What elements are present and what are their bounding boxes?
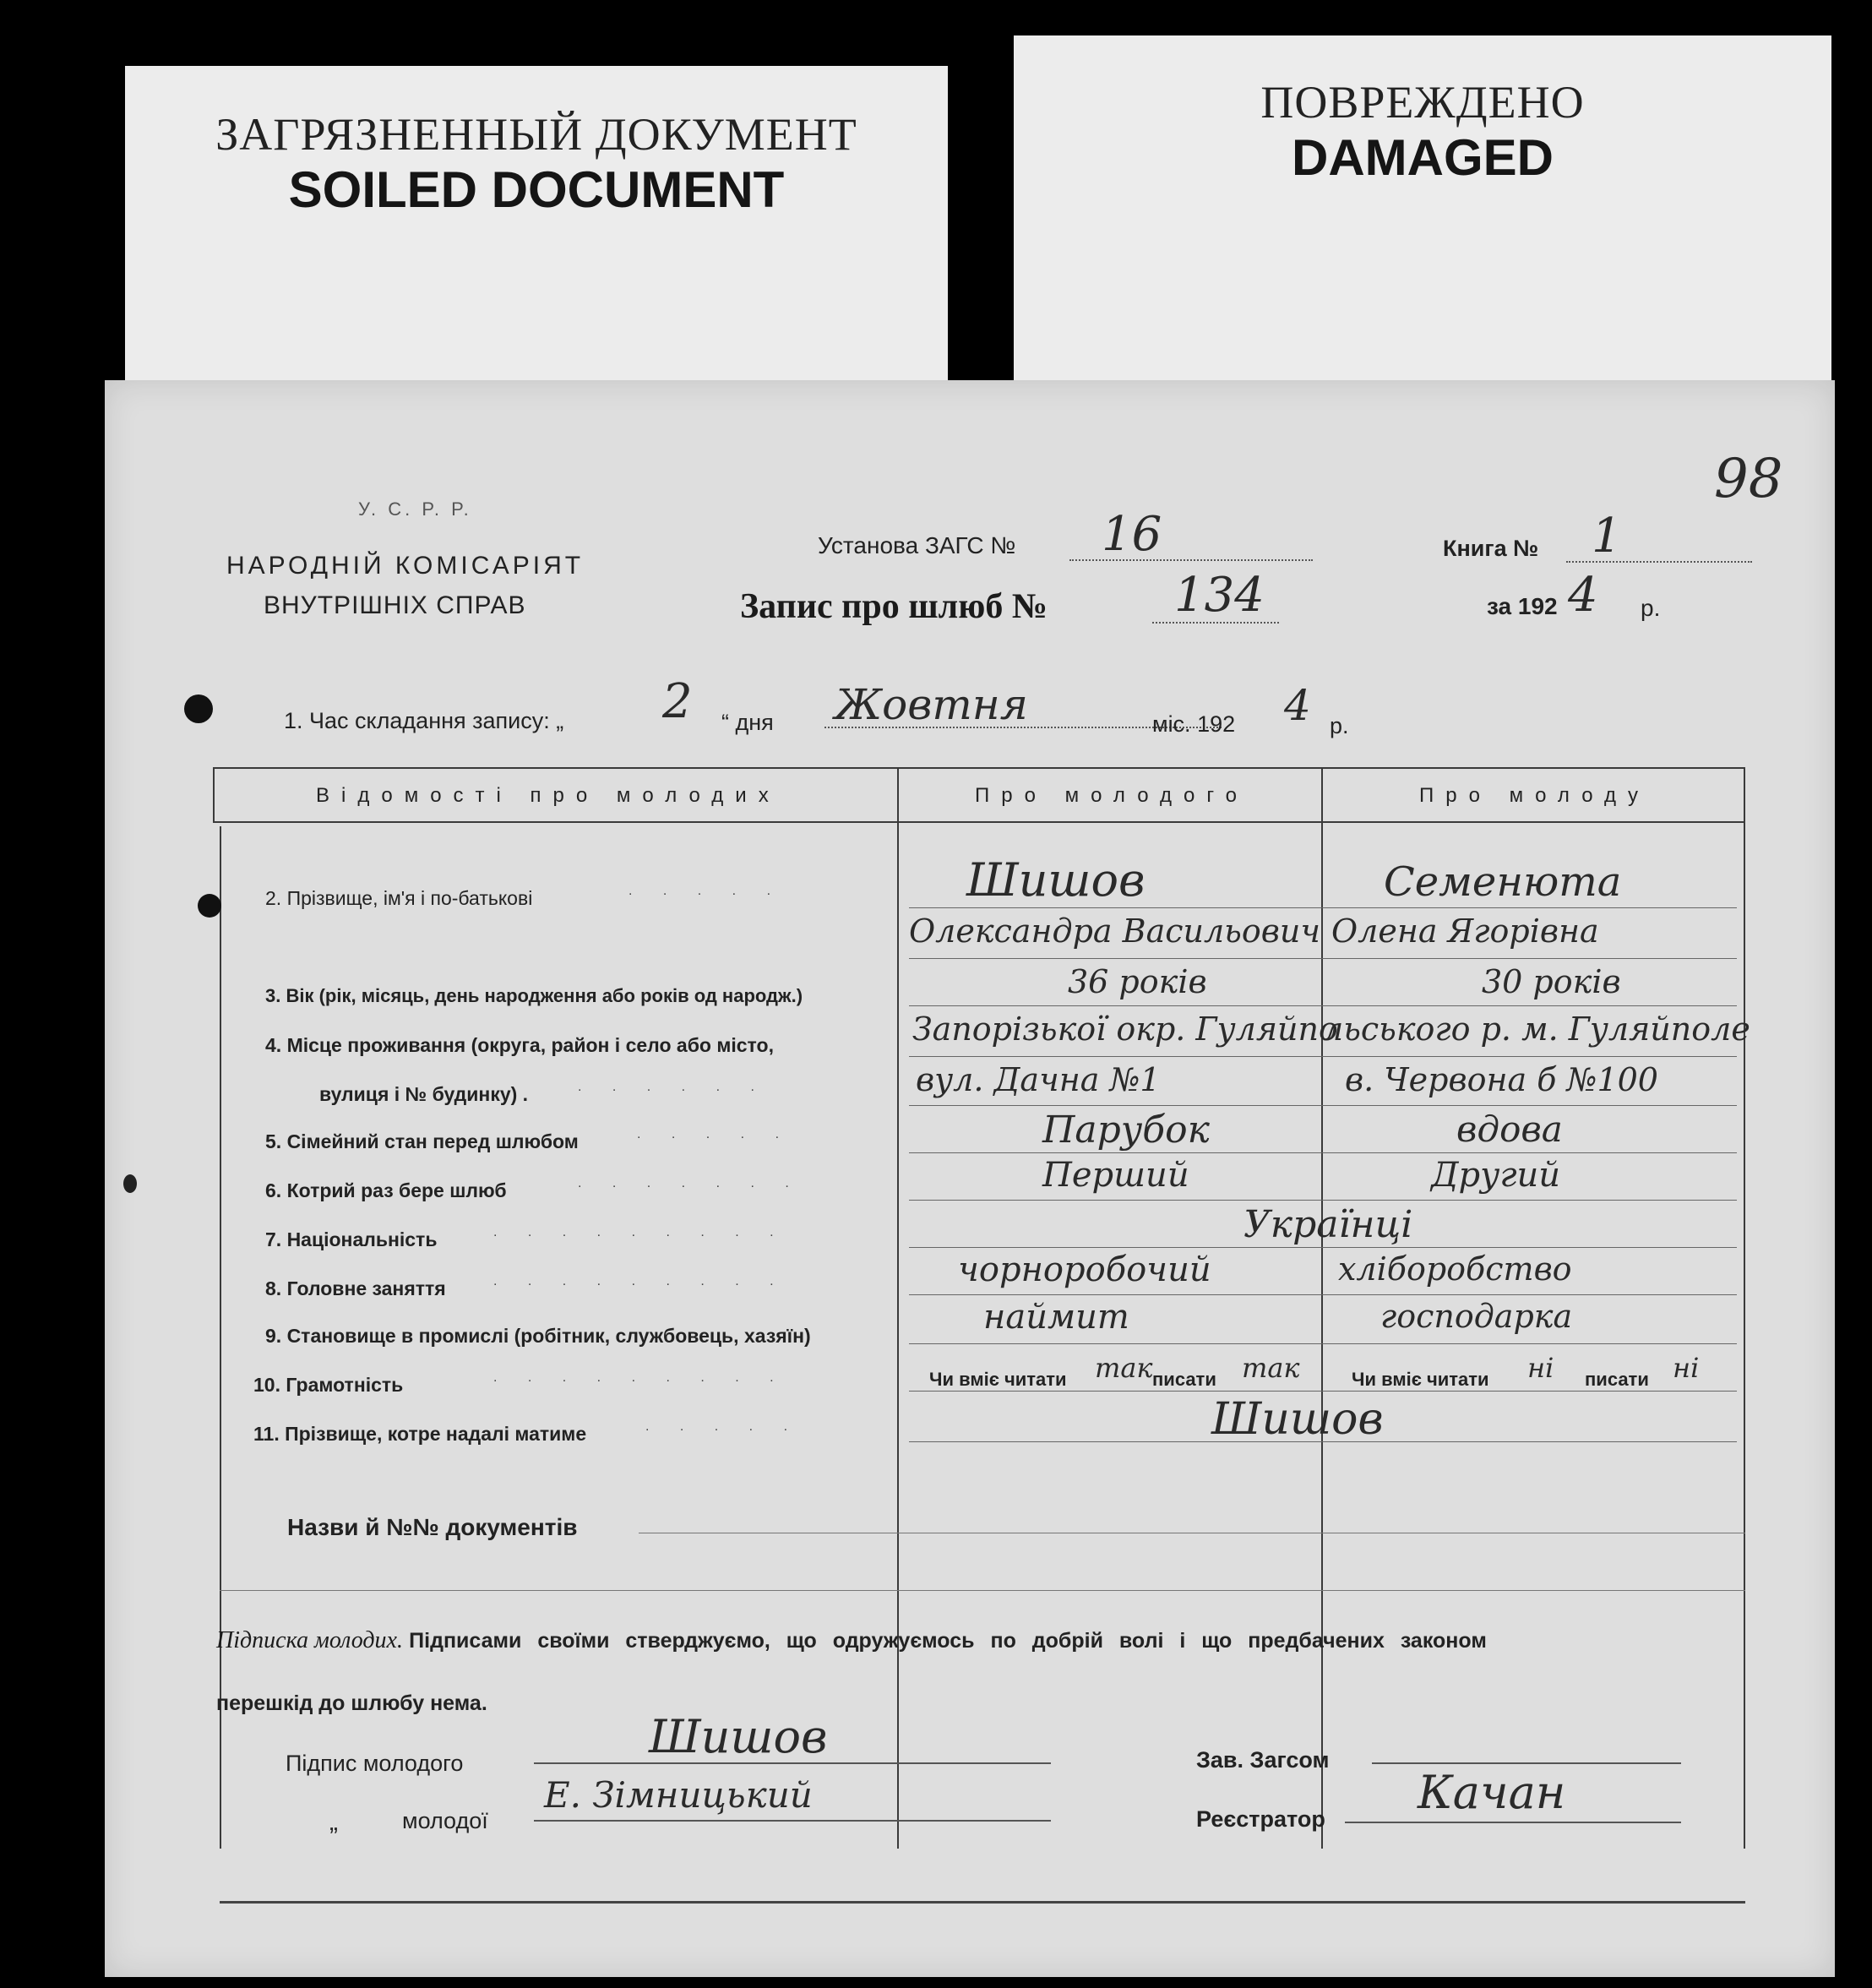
book-number: 1	[1592, 509, 1622, 564]
row-label-name: 2. Прізвище, ім'я і по-батькові	[265, 887, 533, 909]
groom-marital-status: Парубок	[1042, 1108, 1210, 1152]
head-zags-label: Зав. Загсом	[1196, 1747, 1330, 1773]
groom-marriage-count: Перший	[1042, 1156, 1189, 1195]
bride-age: 30 років	[1482, 963, 1621, 1000]
bride-given-names: Олена Ягорівна	[1331, 912, 1599, 950]
year-label: за 192	[1487, 593, 1558, 619]
declaration-italic: Підписка молодих.	[216, 1627, 403, 1653]
book-label: Книга №	[1443, 536, 1539, 561]
bride-signature-prefix: „	[329, 1808, 338, 1836]
row-label-future-surname: 11. Прізвище, котре надалі матиме	[253, 1423, 587, 1445]
zags-label: Установа ЗАГС №	[818, 532, 1016, 558]
soiled-label-ru: ЗАГРЯЗНЕННЫЙ ДОКУМЕНТ	[215, 109, 857, 160]
groom-surname: Шишов	[966, 853, 1146, 907]
zags-number: 16	[1102, 507, 1162, 562]
year-digit: 4	[1568, 568, 1598, 623]
binding-hole	[184, 694, 213, 723]
row-label-literacy: 10. Грамотність	[253, 1374, 404, 1396]
year-suffix: р.	[1641, 595, 1661, 621]
row-label-marital: 5. Сімейний стан перед шлюбом	[265, 1130, 579, 1152]
col-header-groom: Про молодого	[975, 784, 1249, 807]
ussr-label: У. С. Р. Р.	[358, 498, 472, 520]
soiled-document-card	[125, 66, 948, 387]
damaged-label-en: DAMAGED	[1292, 129, 1554, 186]
row-label-nationality: 7. Національність	[265, 1228, 438, 1250]
binding-hole	[198, 894, 221, 918]
marriage-record-sheet: 98 У. С. Р. Р. НАРОДНІЙ КОМІСАРІЯТ ВНУТРІШНІХ СПРАВ Установа ЗАГС № 16 Книга № 1 Запис про шлюб № 134 за 192 4 р. 1. Час складання запису: „ 2 “ дня Жовтня міс. 192 4 р. Відомості про молодих Про молодого Про молоду 2. Прізвище, ім'я і по-батькові . . . . . 3. Вік (рік, місяць, день народження або років од народж.) 4. Місце проживання (округа, район і село або місто, вулиця і № будинку) . . . . . . . 5. Сімейний стан перед шлюбом . . . . . 6. Котрий раз бере шлюб . . . . . . . 7. Національність . . . . . . . . . 8. Головне заняття . . . . . . . . . 9. Становище в промислі (робітник, службовець, хазяїн) 10. Грамотність . . . . . . . . . 11. Прізвище, котре надалі матиме . . . . . Шишов Олександра Васильович 36 років Запорізької окр. Гуляйпо вул. Дачна №1 Парубок Перший чорноробочий наймит Українці Семенюта Олена Ягорівна 30 років льського р. м. Гуляйполе в. Червона б №100 вдова Другий хліборобство господарка Чи вміє читати так писати так Чи вміє читати ні писати ні Шишов Назви й №№ документів Підписка молодих. Підписами своїми стверджуємо, що одружуємось по добрій волі і що предбачених законом перешкід до шлюбу нема. Підпис молодого Шишов „ молодої Е. Зімницький Зав. Загсом Реєстратор Качан	[105, 380, 1835, 1977]
bride-residence: льського р. м. Гуляйполе	[1323, 1010, 1750, 1048]
commissariat-line1: НАРОДНІЙ КОМІСАРІЯТ	[226, 552, 585, 580]
damaged-card	[1014, 35, 1831, 380]
groom-occupation: чорноробочий	[958, 1250, 1211, 1289]
bride-surname: Семенюта	[1384, 858, 1622, 906]
bride-signature-label: молодої	[402, 1808, 488, 1833]
groom-write-value: так	[1242, 1352, 1300, 1384]
groom-signature-label: Підпис молодого	[286, 1751, 464, 1776]
record-year-suffix: р.	[1330, 713, 1349, 738]
declaration-line2: перешкід до шлюбу нема.	[216, 1691, 487, 1715]
future-surname: Шишов	[1211, 1394, 1384, 1445]
soiled-label-en: SOILED DOCUMENT	[288, 161, 785, 218]
row-label-which-marriage: 6. Котрий раз бере шлюб	[265, 1179, 507, 1201]
record-month: Жовтня	[835, 680, 1028, 729]
bride-signature: Е. Зімницький	[544, 1774, 813, 1816]
bride-write-label: писати	[1585, 1369, 1649, 1390]
row-label-age: 3. Вік (рік, місяць, день народження або років од народж.)	[265, 985, 803, 1006]
damaged-label-ru: ПОВРЕЖДЕНО	[1260, 77, 1585, 128]
groom-position: наймит	[983, 1298, 1129, 1337]
row-label-street: вулиця і № будинку) .	[319, 1083, 529, 1105]
nationality-shared: Українці	[1243, 1203, 1413, 1246]
col-header-info: Відомості про молодих	[316, 784, 781, 807]
record-day: 2	[662, 674, 693, 729]
bride-occupation: хліборобство	[1338, 1250, 1572, 1288]
bride-marital-status: вдова	[1456, 1108, 1563, 1150]
bride-read-value: ні	[1527, 1352, 1554, 1384]
time-of-record-label: 1. Час складання запису: „	[284, 708, 564, 733]
binding-hole	[123, 1174, 137, 1193]
record-day-suffix: “ дня	[721, 710, 774, 735]
record-number: 134	[1174, 568, 1265, 623]
groom-read-label: Чи вміє читати	[929, 1369, 1067, 1390]
record-year-digit: 4	[1284, 681, 1311, 730]
declaration-line1	[216, 1627, 1487, 1654]
groom-given-names: Олександра Васильович	[909, 912, 1320, 950]
bride-marriage-count: Другий	[1431, 1156, 1561, 1195]
groom-age: 36 років	[1068, 963, 1207, 1000]
groom-street: вул. Дачна №1	[916, 1061, 1161, 1098]
groom-write-label: писати	[1152, 1369, 1216, 1390]
bride-street: в. Червона б №100	[1345, 1061, 1658, 1098]
groom-signature: Шишов	[649, 1710, 828, 1763]
bride-read-label: Чи вміє читати	[1352, 1369, 1489, 1390]
commissariat-line2: ВНУТРІШНІХ СПРАВ	[264, 591, 526, 619]
page-number: 98	[1714, 448, 1783, 510]
bride-position: господарка	[1380, 1298, 1573, 1335]
record-title: Запис про шлюб №	[740, 587, 1048, 626]
col-header-bride: Про молоду	[1419, 784, 1651, 807]
registrar-label: Реєстратор	[1196, 1806, 1325, 1832]
month-label: міс. 192	[1152, 711, 1236, 737]
declaration-text: Підписами своїми стверджуємо, що одружуємось по добрій волі і що предбачених законом	[409, 1629, 1487, 1653]
documents-label: Назви й №№ документів	[287, 1514, 578, 1540]
row-label-position: 9. Становище в промислі (робітник, службовець, хазяїн)	[265, 1325, 811, 1347]
row-label-occupation: 8. Головне заняття	[265, 1277, 446, 1299]
groom-residence: Запорізької окр. Гуляйпо	[912, 1010, 1338, 1048]
bride-write-value: ні	[1673, 1352, 1700, 1384]
groom-read-value: так	[1095, 1352, 1153, 1384]
registrar-signature: Качан	[1418, 1766, 1566, 1819]
row-label-residence: 4. Місце проживання (округа, район і село або місто,	[265, 1034, 774, 1056]
